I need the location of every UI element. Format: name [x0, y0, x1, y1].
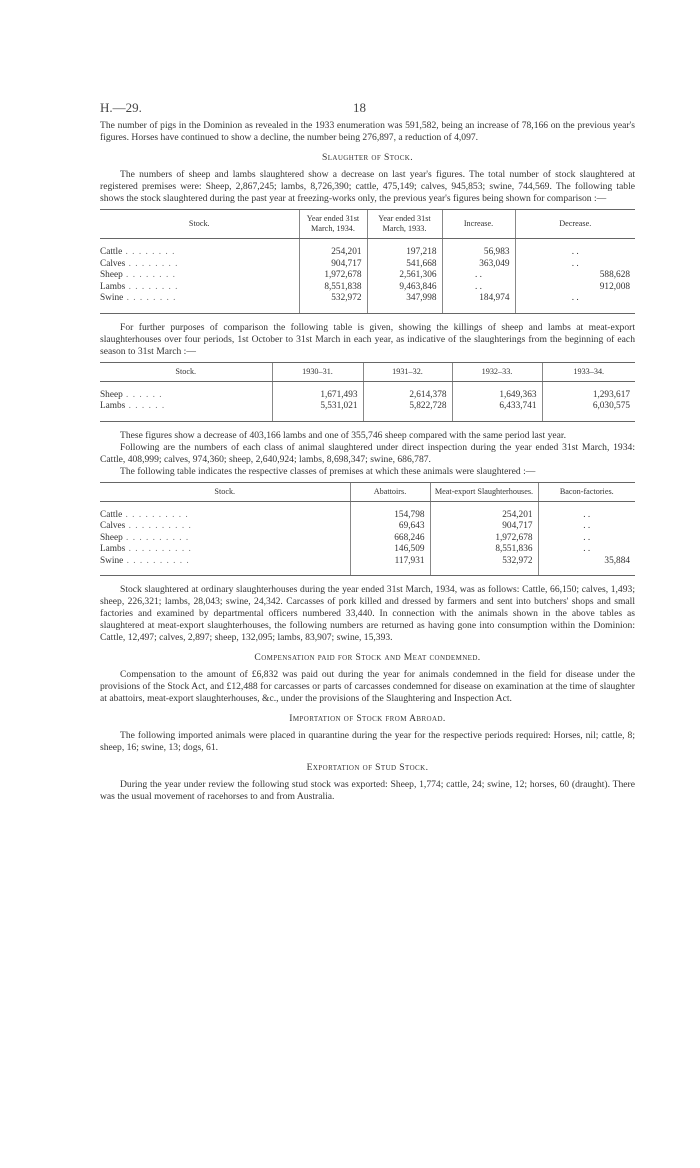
- table-cell: 5,531,021: [272, 401, 363, 413]
- table-cell: . .: [538, 533, 635, 545]
- spacer-cell: [100, 567, 350, 576]
- column-header: 1931–32.: [363, 362, 452, 381]
- table-row: [100, 247, 635, 259]
- spacer-cell: [100, 239, 299, 248]
- spacer-cell: [367, 239, 442, 248]
- table-cell: 904,717: [299, 259, 367, 271]
- table-row: [100, 510, 635, 522]
- table-cell: 2,614,378: [363, 390, 452, 402]
- row-label-text: Sheep: [100, 389, 123, 400]
- leader-dots: . . . . . . . . . .: [122, 509, 189, 520]
- leader-dots: . . . . . . . . . .: [122, 532, 190, 543]
- table-cell: 1,671,493: [272, 390, 363, 402]
- spacer-cell: [363, 413, 452, 422]
- page-number: 18: [353, 100, 366, 115]
- table-cell: . .: [515, 247, 635, 259]
- column-header: Bacon-factories.: [538, 482, 635, 501]
- spacer-row: [100, 567, 635, 576]
- leader-dots: . . . . . . . .: [122, 247, 176, 257]
- spacer-row: [100, 413, 635, 422]
- spacer-cell: [299, 239, 367, 248]
- leader-dots: . . . . . . . .: [125, 258, 179, 269]
- freezing-works-table: [100, 209, 635, 314]
- table-cell: . .: [538, 544, 635, 556]
- spacer-row: [100, 239, 635, 248]
- row-label-text: Swine: [100, 293, 124, 303]
- leader-dots: . . . . . . . . . .: [125, 544, 192, 554]
- table-cell: 184,974: [442, 293, 515, 305]
- leader-dots: . . . . . . . . . .: [125, 521, 192, 531]
- leader-dots: . . . . . . . .: [122, 270, 176, 280]
- spacer-cell: [299, 305, 367, 314]
- table-cell: 541,668: [367, 259, 442, 271]
- table-cell: 668,246: [350, 533, 430, 545]
- table-cell: 117,931: [350, 556, 430, 568]
- spacer-cell: [442, 305, 515, 314]
- row-label-text: Cattle: [100, 509, 123, 520]
- table-row: [100, 390, 635, 402]
- column-header: Year ended 31st March, 1933.: [367, 210, 442, 239]
- row-label: [100, 544, 350, 556]
- row-label-text: Sheep: [100, 532, 123, 543]
- table-row: [100, 521, 635, 533]
- column-header: Increase.: [442, 210, 515, 239]
- paragraph-importation: The following imported animals were placed in quarantine during the year for the respective periods required: Horses, nil; cattle, 8; sheep, 16; swine, 13; dogs, 61.: [100, 730, 635, 753]
- spacer-cell: [542, 381, 635, 390]
- table-cell: . .: [442, 270, 515, 282]
- report-code: H.—29.: [100, 100, 142, 115]
- column-header: Meat-export Slaughterhouses.: [430, 482, 538, 501]
- table-cell: 1,293,617: [542, 390, 635, 402]
- table-cell: 69,643: [350, 521, 430, 533]
- heading-importation: Importation of Stock from Abroad.: [289, 713, 446, 724]
- spacer-cell: [350, 501, 430, 510]
- heading-slaughter: Slaughter of Stock.: [321, 152, 414, 163]
- table-cell: 6,030,575: [542, 401, 635, 413]
- spacer-cell: [363, 381, 452, 390]
- table-cell: 197,218: [367, 247, 442, 259]
- paragraph-inspection: Following are the numbers of each class of animal slaughtered under direct inspection during the year ended 31st March, 1934: Cattle, 408,999; calves, 974,360; sheep, 2,640,924; lambs, 8,698,347; swine, 686,787.: [100, 441, 635, 465]
- spacer-cell: [100, 501, 350, 510]
- paragraph-pigs: The number of pigs in the Dominion as revealed in the 1933 enumeration was 591,582, being an increase of 78,166 on the previous year's figures. Horses have continued to show a decline, the number being 276,897, a reduction of 4,097.: [100, 120, 635, 143]
- heading-compensation: Compensation paid for Stock and Meat condemned.: [254, 652, 481, 663]
- row-label-text: Calves: [100, 521, 126, 531]
- page-header: [100, 100, 635, 120]
- table-cell: 588,628: [515, 270, 635, 282]
- spacer-cell: [430, 501, 538, 510]
- table-cell: 56,983: [442, 247, 515, 259]
- row-label: [100, 259, 299, 271]
- row-label-text: Calves: [100, 258, 126, 269]
- leader-dots: . . . . . . . . . .: [123, 555, 190, 566]
- heading-exportation: Exportation of Stud Stock.: [306, 762, 429, 773]
- spacer-cell: [100, 381, 272, 390]
- column-header: Stock.: [100, 482, 350, 501]
- table-row: [100, 259, 635, 271]
- table-cell: . .: [442, 282, 515, 294]
- row-label: [100, 533, 350, 545]
- table-row: [100, 282, 635, 294]
- table-row: [100, 270, 635, 282]
- table-row: [100, 533, 635, 545]
- spacer-row: [100, 501, 635, 510]
- spacer-row: [100, 305, 635, 314]
- table-cell: 532,972: [430, 556, 538, 568]
- spacer-cell: [542, 413, 635, 422]
- table-cell: 146,509: [350, 544, 430, 556]
- premises-table: [100, 482, 635, 577]
- paragraph-exportation: During the year under review the following stud stock was exported: Sheep, 1,774; cattle, 24; swine, 12; horses, 60 (draught). There was the usual movement of racehorses to and from Australia.: [100, 779, 635, 802]
- row-label: [100, 521, 350, 533]
- table-row: [100, 293, 635, 305]
- table-cell: . .: [538, 521, 635, 533]
- paragraph-slaughter: The numbers of sheep and lambs slaughtered show a decrease on last year's figures. The total number of stock slaughtered at registered premises were: Sheep, 2,867,245; lambs, 8,726,390; cattle, 475,149; calves, 945,853; swine, 744,569. The following table shows the stock slaughtered during the past year at freezing-works only, the previous year's figures being shown for comparison :—: [100, 169, 635, 204]
- column-header: 1930–31.: [272, 362, 363, 381]
- row-label: [100, 510, 350, 522]
- table-cell: 904,717: [430, 521, 538, 533]
- table-cell: 2,561,306: [367, 270, 442, 282]
- paragraph-ordinary: Stock slaughtered at ordinary slaughterhouses during the year ended 31st March, 1934, was as follows: Cattle, 66,150; calves, 1,493; sheep, 226,321; lambs, 28,043; swine, 24,342. Carcasses of pork killed and dressed by farmers and sent into butchers' shops and small factories and examined by departmental officers numbered 33,440. In connection with the animals shown in the above tables as slaughtered at meat-export slaughterhouses, the following numbers are returned as having gone into consumption within the Dominion: Cattle, 12,497; calves, 2,897; sheep, 132,095; lambs, 83,907; swine, 15,393.: [100, 584, 635, 643]
- table-cell: 35,884: [538, 556, 635, 568]
- row-label-text: Cattle: [100, 247, 123, 257]
- row-label-text: Sheep: [100, 270, 123, 280]
- table-cell: . .: [515, 293, 635, 305]
- paragraph-premises: The following table indicates the respective classes of premises at which these animals were slaughtered :—: [120, 465, 536, 477]
- spacer-row: [100, 381, 635, 390]
- table-cell: 347,998: [367, 293, 442, 305]
- row-label-text: Swine: [100, 555, 124, 566]
- leader-dots: . . . . . . . .: [123, 293, 177, 303]
- spacer-cell: [442, 239, 515, 248]
- table-cell: 254,201: [299, 247, 367, 259]
- column-header: 1933–34.: [542, 362, 635, 381]
- spacer-cell: [515, 305, 635, 314]
- column-header: Stock.: [100, 210, 299, 239]
- row-label: [100, 390, 272, 402]
- document-page: [100, 100, 635, 803]
- table-cell: 5,822,728: [363, 401, 452, 413]
- table-row: [100, 544, 635, 556]
- season-comparison-table: [100, 362, 635, 422]
- table-cell: 8,551,836: [430, 544, 538, 556]
- table-cell: . .: [538, 510, 635, 522]
- row-label: [100, 293, 299, 305]
- table-row: [100, 556, 635, 568]
- paragraph-compensation: Compensation to the amount of £6,832 was paid out during the year for animals condemned in the field for disease under the provisions of the Stock Act, and £12,488 for carcasses or parts of carcasses condemned for disease on examination at the time of slaughter at abattoirs, meat-export slaughterhouses, &c., under the provisions of the Slaughtering and Inspection Act.: [100, 669, 635, 704]
- spacer-cell: [538, 567, 635, 576]
- leader-dots: . . . . . .: [122, 389, 163, 400]
- column-header: 1932–33.: [452, 362, 542, 381]
- table-cell: . .: [515, 259, 635, 271]
- table-row: [100, 401, 635, 413]
- row-label-text: Lambs: [100, 401, 126, 411]
- spacer-cell: [100, 305, 299, 314]
- table-cell: 6,433,741: [452, 401, 542, 413]
- row-label: [100, 247, 299, 259]
- spacer-cell: [367, 305, 442, 314]
- row-label-text: Lambs: [100, 281, 126, 292]
- table-cell: 9,463,846: [367, 282, 442, 294]
- column-header: Decrease.: [515, 210, 635, 239]
- spacer-cell: [452, 381, 542, 390]
- spacer-cell: [272, 413, 363, 422]
- column-header: Stock.: [100, 362, 272, 381]
- spacer-cell: [538, 501, 635, 510]
- row-label: [100, 401, 272, 413]
- spacer-cell: [430, 567, 538, 576]
- table-cell: 254,201: [430, 510, 538, 522]
- spacer-cell: [272, 381, 363, 390]
- spacer-cell: [452, 413, 542, 422]
- table-cell: 1,649,363: [452, 390, 542, 402]
- leader-dots: . . . . . . . .: [125, 281, 179, 292]
- table-cell: 363,049: [442, 259, 515, 271]
- row-label: [100, 282, 299, 294]
- paragraph-decrease: These figures show a decrease of 403,166 lambs and one of 355,746 sheep compared with the same period last year.: [120, 429, 566, 441]
- table-cell: 154,798: [350, 510, 430, 522]
- table-cell: 1,972,678: [430, 533, 538, 545]
- row-label: [100, 556, 350, 568]
- spacer-cell: [350, 567, 430, 576]
- column-header: Year ended 31st March, 1934.: [299, 210, 367, 239]
- spacer-cell: [515, 239, 635, 248]
- table-cell: 8,551,838: [299, 282, 367, 294]
- row-label: [100, 270, 299, 282]
- column-header: Abattoirs.: [350, 482, 430, 501]
- spacer-cell: [100, 413, 272, 422]
- row-label-text: Lambs: [100, 544, 126, 554]
- table-cell: 912,008: [515, 282, 635, 294]
- table-cell: 1,972,678: [299, 270, 367, 282]
- paragraph-comparison: For further purposes of comparison the following table is given, showing the killings of sheep and lambs at meat-export slaughterhouses over four periods, 1st October to 31st March in each year, as indicative of the slaughterings from the beginning of each season to 31st March :—: [100, 321, 635, 357]
- leader-dots: . . . . . .: [125, 401, 166, 411]
- table-cell: 532,972: [299, 293, 367, 305]
